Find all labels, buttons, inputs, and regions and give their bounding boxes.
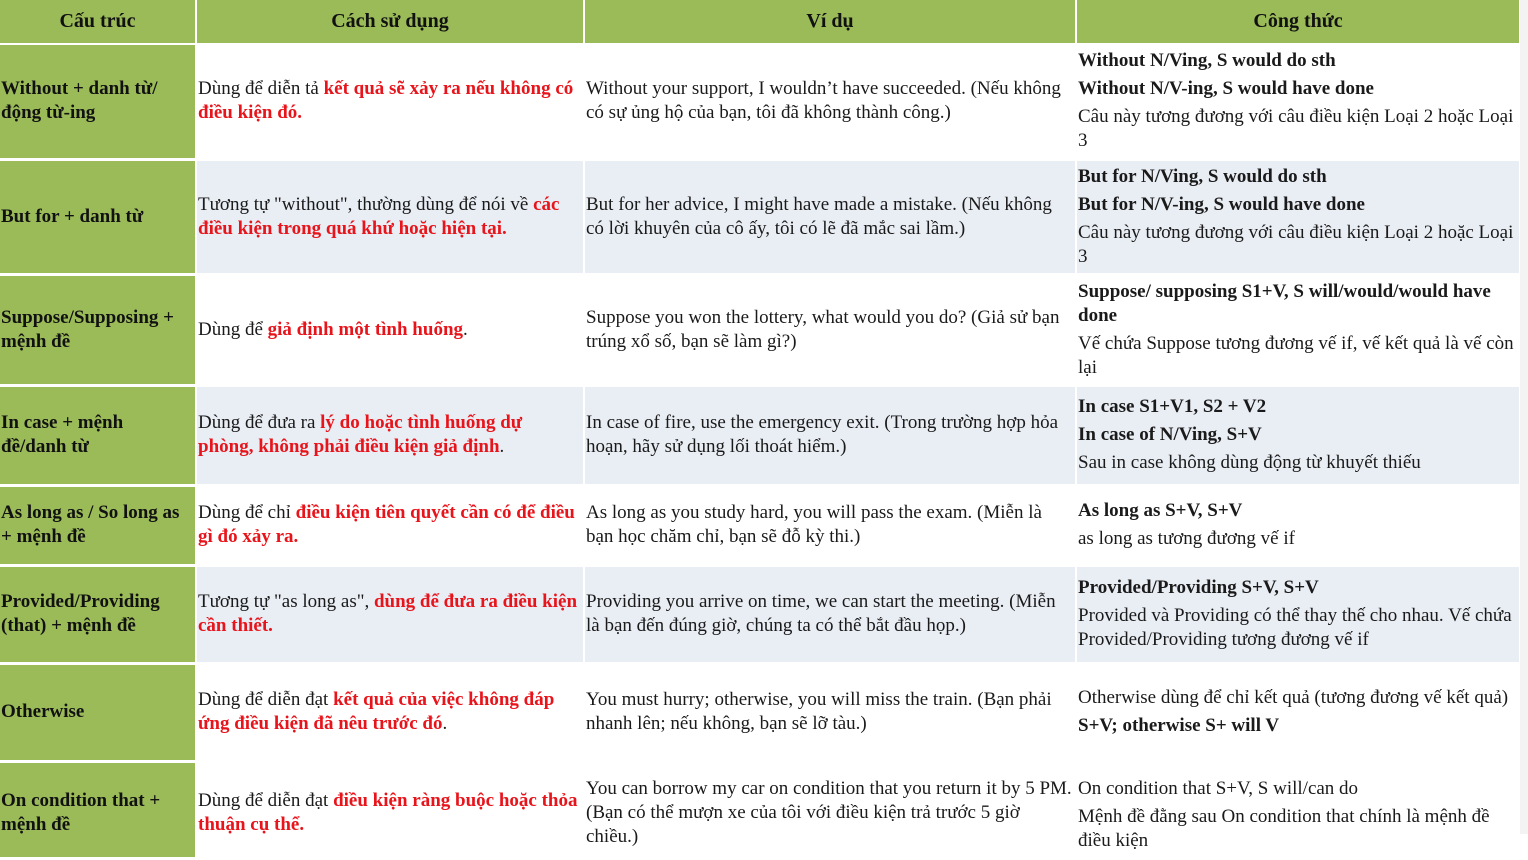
usage-text: Dùng để (198, 318, 268, 340)
table-row (0, 385, 1520, 485)
formula-line: In case S1+V1, S2 + V2 (1078, 396, 1267, 417)
usage-cell (196, 565, 584, 663)
example-cell: As long as you study hard, you will pass the exam. (Miễn là bạn học chăm chỉ, bạn sẽ đỗ kỳ thi.) (584, 485, 1076, 565)
usage-text: Dùng để diễn đạt (198, 689, 334, 710)
table-row (0, 761, 1520, 858)
table-row (0, 44, 1520, 159)
table-row (0, 274, 1520, 385)
formula-line: S+V; otherwise S+ will V (1078, 715, 1280, 736)
structure-cell: On condition that + mệnh đề (0, 761, 196, 858)
formula-cell (1076, 274, 1520, 385)
structure-cell: Otherwise (0, 663, 196, 761)
usage-cell (196, 159, 584, 274)
usage-text: Dùng để diễn tả (198, 78, 324, 100)
header-example: Ví dụ (584, 0, 1076, 44)
vertical-scrollbar[interactable] (1520, 0, 1528, 834)
formula-line: Without N/Ving, S would do sth (1078, 50, 1336, 72)
table-row (0, 159, 1520, 274)
header-usage: Cách sử dụng (196, 0, 584, 44)
usage-highlight: kết quả sẽ xảy ra nếu không có điều kiện đó. (198, 78, 574, 124)
example-cell: Providing you arrive on time, we can start the meeting. (Miễn là bạn đến đúng giờ, chúng ta có thể bắt đầu họp.) (584, 565, 1076, 663)
structure-cell: Without + danh từ/động từ-ing (0, 44, 196, 159)
formula-note: Provided và Providing có thể thay thế cho nhau. Vế chứa Provided/Providing tương đương vế if (1078, 605, 1512, 650)
usage-text: Dùng để diễn đạt (198, 789, 334, 811)
formula-line: Suppose/ supposing S1+V, S will/would/would have done (1078, 280, 1491, 326)
table-row (0, 663, 1520, 761)
usage-text: Tương tự "as long as", (198, 591, 374, 612)
structure-cell: As long as / So long as + mệnh đề (0, 485, 196, 565)
usage-highlight: các điều kiện trong quá khứ hoặc hiện tại. (198, 193, 560, 239)
formula-cell (1076, 385, 1520, 485)
header-row (0, 0, 1520, 44)
formula-cell (1076, 159, 1520, 274)
formula-line: But for N/Ving, S would do sth (1078, 165, 1327, 187)
formula-cell (1076, 44, 1520, 159)
formula-note: Câu này tương đương với câu điều kiện Loại 2 hoặc Loại 3 (1078, 221, 1514, 267)
usage-tail: . (499, 436, 505, 457)
formula-cell (1076, 761, 1520, 858)
formula-note: Mệnh đề đằng sau On condition that chính là mệnh đề điều kiện (1078, 805, 1490, 851)
table-row (0, 485, 1520, 565)
formula-line: As long as S+V, S+V (1078, 500, 1243, 521)
formula-note: Câu này tương đương với câu điều kiện Loại 2 hoặc Loại 3 (1078, 106, 1514, 152)
usage-text: Dùng để chỉ (198, 502, 296, 523)
structure-cell: Provided/Providing (that) + mệnh đề (0, 565, 196, 663)
usage-cell (196, 761, 584, 858)
formula-note: Vế chứa Suppose tương đương vế if, vế kết quả là vế còn lại (1078, 332, 1514, 378)
example-cell: Without your support, I wouldn’t have succeeded. (Nếu không có sự ủng hộ của bạn, tôi đã không thành công.) (584, 44, 1076, 159)
usage-highlight: kết quả của việc không đáp ứng điều kiện đã nêu trước đó (198, 689, 555, 734)
example-cell: You can borrow my car on condition that you return it by 5 PM. (Bạn có thể mượn xe của tôi với điều kiện trả trước 5 giờ chiều.) (584, 761, 1076, 858)
structure-cell: In case + mệnh đề/danh từ (0, 385, 196, 485)
usage-tail: . (463, 318, 468, 340)
formula-cell (1076, 485, 1520, 565)
example-cell: But for her advice, I might have made a mistake. (Nếu không có lời khuyên của cô ấy, tôi có lẽ đã mắc sai lầm.) (584, 159, 1076, 274)
table-row (0, 565, 1520, 663)
header-structure: Cấu trúc (0, 0, 196, 44)
usage-cell (196, 485, 584, 565)
structure-cell: Suppose/Supposing + mệnh đề (0, 274, 196, 385)
formula-line: In case of N/Ving, S+V (1078, 424, 1262, 445)
usage-highlight: lý do hoặc tình huống dự phòng, không phải điều kiện giả định (198, 412, 523, 457)
usage-cell (196, 663, 584, 761)
usage-highlight: điều kiện ràng buộc hoặc thỏa thuận cụ thể. (198, 789, 578, 835)
usage-highlight: giả định một tình huống (267, 318, 464, 340)
formula-note: On condition that S+V, S will/can do (1078, 777, 1359, 799)
structure-cell: But for + danh từ (0, 159, 196, 274)
formula-line: Provided/Providing S+V, S+V (1078, 577, 1319, 598)
formula-cell (1076, 663, 1520, 761)
usage-cell (196, 385, 584, 485)
header-formula: Công thức (1076, 0, 1520, 44)
formula-cell (1076, 565, 1520, 663)
usage-tail: . (442, 713, 448, 734)
formula-line: Without N/V-ing, S would have done (1078, 78, 1374, 100)
formula-note: Sau in case không dùng động từ khuyết thiếu (1078, 452, 1421, 473)
example-cell: In case of fire, use the emergency exit. (Trong trường hợp hỏa hoạn, hãy sử dụng lối thoát hiểm.) (584, 385, 1076, 485)
formula-note: Otherwise dùng để chỉ kết quả (tương đương vế kết quả) (1078, 687, 1509, 708)
usage-highlight: dùng để đưa ra điều kiện cần thiết. (198, 591, 578, 636)
usage-text: Dùng để đưa ra (198, 412, 321, 433)
usage-cell (196, 44, 584, 159)
usage-text: Tương tự "without", thường dùng để nói về (198, 193, 534, 215)
usage-highlight: điều kiện tiên quyết cần có để điều gì đó xảy ra. (198, 502, 575, 547)
formula-note: as long as tương đương vế if (1078, 528, 1295, 549)
formula-line: But for N/V-ing, S would have done (1078, 193, 1365, 215)
example-cell: Suppose you won the lottery, what would you do? (Giả sử bạn trúng xổ số, bạn sẽ làm gì?) (584, 274, 1076, 385)
usage-cell (196, 274, 584, 385)
example-cell: You must hurry; otherwise, you will miss the train. (Bạn phải nhanh lên; nếu không, bạn sẽ lỡ tàu.) (584, 663, 1076, 761)
